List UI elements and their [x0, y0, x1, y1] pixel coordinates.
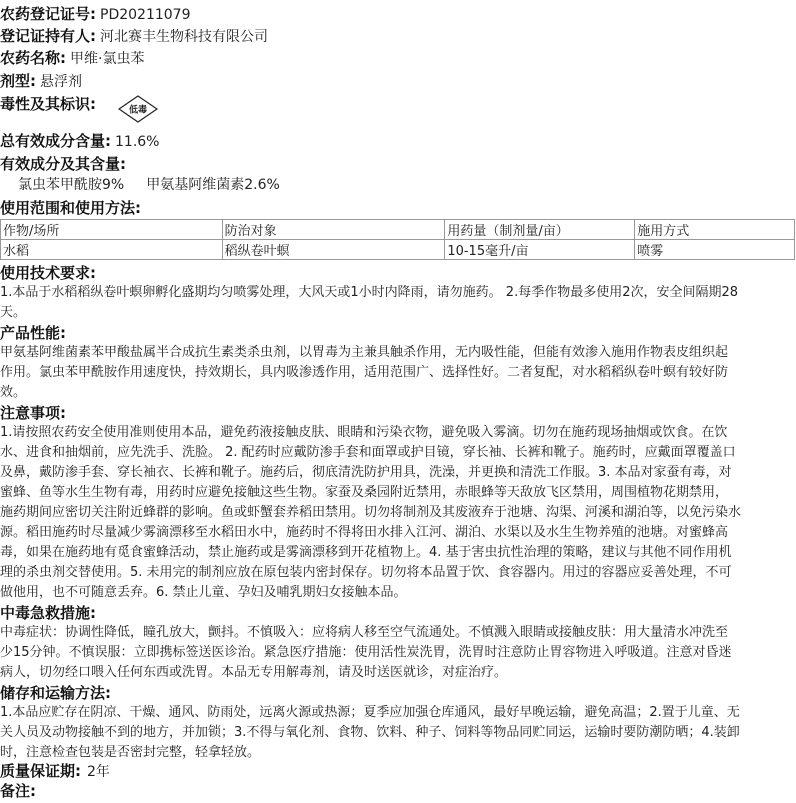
ingredient-item: 氯虫苯甲酰胺9%	[18, 177, 125, 193]
table-cell: 水稻	[1, 240, 223, 260]
ingredients-heading: 有效成分及其含量:	[0, 155, 126, 173]
table-cell: 10-15毫升/亩	[445, 240, 635, 260]
text-line: 关人员及动物接触不到的地方，并加锁；3.不得与氧化剂、食物、饮料、种子、饲料等物品同贮同运，运输时要防潮防晒；4.装卸	[0, 725, 740, 740]
remarks-label: 备注:	[0, 782, 36, 800]
text-line: 作用。氯虫苯甲酰胺作用速度快，持效期长，具内吸渗透作用，适用范围广、选择性好。二者复配，对水稻稻纵卷叶螟有较好防	[0, 365, 729, 380]
registration-number-label: 农药登记证号:	[0, 5, 96, 23]
first-aid-text	[0, 623, 794, 683]
formulation-row	[0, 70, 82, 93]
header-cell: 用药量（制剂量/亩）	[445, 220, 635, 240]
header-cell: 施用方式	[635, 220, 795, 240]
text-line: 理的杀虫剂交替使用。5. 未用完的制剂应放在原包装内密封保存。切勿将本品置于饮、食容器内。用过的容器应妥善处理，不可	[0, 565, 732, 580]
text-line: 病人，切勿经口喂入任何东西或洗胃。本品无专用解毒剂，请及时送医就诊，对症治疗。	[0, 665, 508, 680]
tech-requirements-text	[0, 283, 794, 323]
text-line: 时，注意检查包装是否密封完整，轻拿轻放。	[0, 745, 261, 760]
first-aid-heading: 中毒急救措施:	[0, 604, 96, 622]
table-cell: 稻纵卷叶螟	[222, 240, 445, 260]
header-cell: 作物/场所	[1, 220, 223, 240]
formulation-label: 剂型:	[0, 72, 36, 90]
storage-text	[0, 703, 794, 763]
text-line: 甲氨基阿维菌素苯甲酸盐属半合成抗生素类杀虫剂，以胃毒为主兼具触杀作用，无内吸性能，但能有效渗入施用作物表皮组织起	[0, 345, 729, 360]
text-line: 及鼻，戴防渗手套、穿长袖衣、长裤和靴子。施药后，彻底清洗防护用具，洗澡，并更换和清洗工作服。3. 本品对家蚕有毒，对	[0, 465, 732, 480]
text-line: 效。	[0, 385, 27, 400]
text-line: 做他用，也不可随意丢弃。6. 禁止儿童、孕妇及哺乳期妇女接触本品。	[0, 585, 407, 600]
total-content-row	[0, 130, 159, 153]
text-line: 水、进食和抽烟前，应先洗手、洗脸。 2. 配药时应戴防渗手套和面罩或护目镜，穿长袖、长裤和靴子。施药时，应戴面罩覆盖口	[0, 445, 736, 460]
total-content-label: 总有效成分含量:	[0, 132, 111, 150]
text-line: 毒，如果在施药地有觅食蜜蜂活动，禁止施药或是雾滴漂移到开花植物上。4. 基于害虫抗性治理的策略，建议与其他不同作用机	[0, 545, 732, 560]
table-row	[1, 240, 795, 260]
shelf-life: 2年	[87, 764, 110, 780]
usage-table-header	[1, 220, 795, 240]
shelf-life-label: 质量保证期:	[0, 762, 81, 780]
toxicity-label: 毒性及其标识:	[0, 95, 96, 113]
formulation: 悬浮剂	[40, 74, 82, 90]
holder-label: 登记证持有人:	[0, 27, 96, 45]
performance-heading: 产品性能:	[0, 324, 66, 342]
performance-text	[0, 343, 794, 403]
text-line: 施药期间应密切关注附近蜂群的影响。鱼或虾蟹套养稻田禁用。切勿将制剂及其废液弃于池塘、沟渠、河溪和湖泊等，以免污染水	[0, 505, 742, 520]
toxicity-row	[0, 93, 96, 116]
text-line: 1.本品于水稻稻纵卷叶螟卵孵化盛期均匀喷雾处理，大风天或1小时内降雨，请勿施药。 2.每季作物最多使用2次，安全间隔期28	[0, 285, 739, 300]
precautions-text	[0, 423, 794, 603]
text-line: 天。	[0, 305, 27, 320]
text-line: 中毒症状：协调性降低，瞳孔放大，颤抖。不慎吸入：应将病人移至空气流通处。不慎溅入眼睛或接触皮肤：用大量清水冲洗至	[0, 625, 729, 640]
text-line: 蜜蜂、鱼等水生生物有毒，用药时应避免接触这些生物。家蚕及桑园附近禁用，赤眼蜂等天敌放飞区禁用，周围植物花期禁用，	[0, 485, 729, 500]
toxicity-badge-text: 低毒	[128, 105, 148, 116]
tech-requirements-heading: 使用技术要求:	[0, 264, 96, 282]
registration-number-row	[0, 3, 190, 26]
text-line: 少15分钟。不慎误服：立即携标签送医诊治。紧急医疗措施：使用活性炭洗胃，洗胃时注意防止胃容物进入呼吸道。注意对昏迷	[0, 645, 732, 660]
precautions-heading: 注意事项:	[0, 404, 66, 422]
table-cell: 喷雾	[635, 240, 795, 260]
ingredients-list	[18, 175, 280, 195]
header-cell: 防治对象	[222, 220, 445, 240]
ingredient-item: 甲氨基阿维菌素2.6%	[146, 177, 280, 193]
usage-table	[0, 219, 795, 260]
remarks-row	[0, 780, 36, 803]
text-line: 1.本品应贮存在阴凉、干燥、通风、防雨处，远离火源或热源；夏季应加强仓库通风，最好早晚运输，避免高温；2.置于儿童、无	[0, 705, 740, 720]
storage-heading: 储存和运输方法:	[0, 684, 111, 702]
holder-name: 河北赛丰生物科技有限公司	[100, 29, 268, 45]
pesticide-name-row	[0, 47, 144, 70]
registration-number: PD20211079	[100, 7, 191, 23]
text-line: 源。稻田施药时尽量减少雾滴漂移至水稻田水中，施药时不得将田水排入江河、湖泊、水渠以及水生生物养殖的池塘。对蜜蜂高	[0, 525, 729, 540]
total-content: 11.6%	[115, 134, 160, 150]
text-line: 1.请按照农药安全使用准则使用本品，避免药液接触皮肤、眼睛和污染衣物，避免吸入雾滴。切勿在施药现场抽烟或饮食。在饮	[0, 425, 728, 440]
low-toxicity-diamond-icon	[118, 95, 158, 123]
holder-row	[0, 25, 268, 48]
pesticide-name-label: 农药名称:	[0, 49, 66, 67]
pesticide-name: 甲维·氯虫苯	[70, 51, 145, 67]
usage-heading: 使用范围和使用方法:	[0, 199, 141, 217]
